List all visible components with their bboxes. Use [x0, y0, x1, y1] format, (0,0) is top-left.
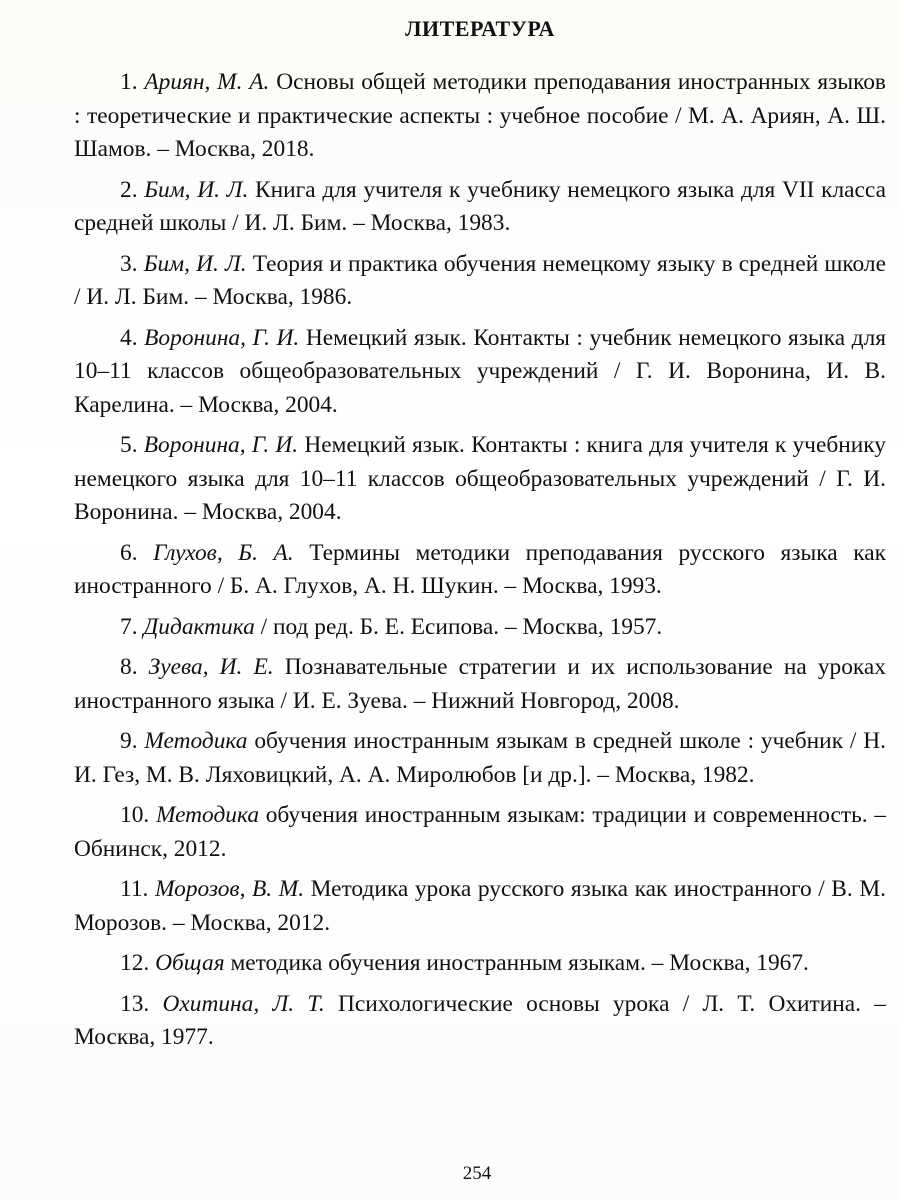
reference-number: 7. — [120, 613, 138, 640]
reference-item — [74, 537, 886, 604]
reference-item — [74, 248, 886, 315]
reference-number: 3. — [120, 250, 138, 277]
reference-author: Морозов, В. М. — [154, 876, 305, 902]
reference-text: Психологические основы урока / Л. Т. Охитина. – Москва, 1977. — [74, 990, 886, 1050]
reference-item — [74, 873, 886, 940]
reference-number: 9. — [120, 728, 138, 754]
reference-author: Глухов, Б. А. — [153, 539, 294, 566]
reference-author: Воронина, Г. И. — [144, 324, 300, 351]
reference-item — [74, 611, 886, 645]
reference-author: Зуева, И. Е. — [148, 654, 274, 680]
reference-item — [74, 322, 886, 423]
reference-author: Ариян, М. А. — [144, 69, 270, 95]
reference-number: 8. — [120, 654, 138, 680]
reference-number: 2. — [120, 176, 138, 203]
reference-text: Немецкий язык. Контакты : учебник немецкого языка для 10–11 классов общеобразовательных учреждений / Г. И. Воронина, И. В. Карелина. – Москва, 2004. — [74, 324, 887, 418]
reference-author: Методика — [155, 802, 260, 828]
reference-author: Общая — [155, 950, 225, 976]
reference-author: Бим, И. Л. — [143, 250, 247, 277]
reference-text: Термины методики преподавания русского языка как иностранного / Б. А. Глухов, А. Н. Шукин. – Москва, 1993. — [74, 539, 886, 599]
reference-text: Немецкий язык. Контакты : книга для учителя к учебнику немецкого языка для 10–11 классов общеобразовательных учреждений / Г. И. Воронина. – Москва, 2004. — [74, 432, 886, 525]
reference-author: Дидактика — [143, 613, 255, 640]
reference-text: Основы общей методики преподавания иностранных языков : теоретические и практические аспекты : учебное пособие / М. А. Ариян, А. Ш. Шамов. – Москва, 2018. — [74, 69, 886, 162]
reference-item — [74, 947, 886, 981]
page-number: 254 — [462, 1163, 492, 1184]
reference-number: 4. — [120, 324, 138, 351]
reference-number: 13. — [120, 990, 150, 1017]
page-heading: ЛИТЕРАТУРА — [405, 16, 555, 41]
reference-item — [74, 988, 886, 1055]
reference-item — [74, 174, 886, 241]
reference-item — [74, 799, 886, 866]
reference-item — [74, 651, 886, 718]
reference-text: обучения иностранным языкам в средней школе : учебник / Н. И. Гез, М. В. Ляховицкий, А. А. Миролюбов [и др.]. – Москва, 1982. — [74, 728, 886, 788]
reference-number: 1. — [120, 69, 138, 95]
reference-number: 10. — [120, 802, 150, 828]
reference-list — [74, 66, 886, 1062]
reference-text: методика обучения иностранным языкам. – Москва, 1967. — [230, 950, 809, 976]
reference-text: / под ред. Б. Е. Есипова. – Москва, 1957. — [260, 613, 663, 640]
reference-number: 6. — [120, 539, 138, 566]
reference-item — [74, 725, 886, 792]
reference-text: Книга для учителя к учебнику немецкого языка для VII класса средней школы / И. Л. Бим. – Москва, 1983. — [74, 176, 886, 236]
reference-author: Охитина, Л. Т. — [162, 990, 325, 1017]
reference-author: Воронина, Г. И. — [143, 432, 299, 458]
reference-author: Бим, И. Л. — [144, 176, 249, 203]
reference-text: Познавательные стратегии и их использование на уроках иностранного языка / И. Е. Зуева. – Нижний Новгород, 2008. — [74, 654, 887, 714]
reference-number: 12. — [120, 950, 150, 976]
reference-item — [74, 429, 886, 530]
reference-item — [74, 66, 886, 167]
reference-number: 5. — [120, 432, 138, 458]
reference-number: 11. — [120, 876, 149, 902]
reference-text: Методика урока русского языка как иностранного / В. М. Морозов. – Москва, 2012. — [74, 876, 886, 936]
reference-text: обучения иностранным языкам: традиции и современность. – Обнинск, 2012. — [74, 802, 886, 862]
reference-author: Методика — [144, 728, 248, 754]
reference-text: Теория и практика обучения немецкому языку в средней школе / И. Л. Бим. – Москва, 1986. — [74, 250, 886, 310]
